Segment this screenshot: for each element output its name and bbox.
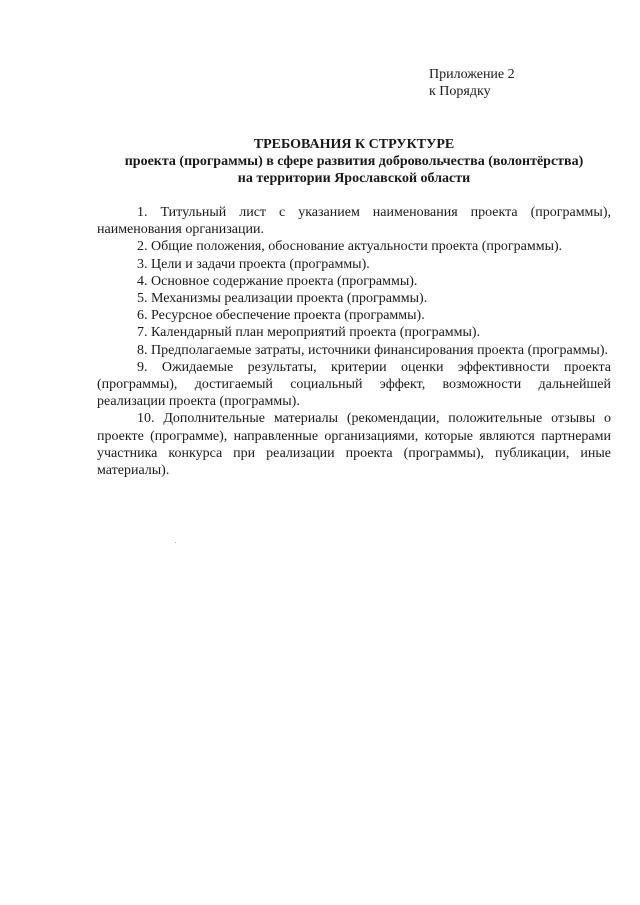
requirement-item-5: 5. Механизмы реализации проекта (программы). bbox=[137, 291, 428, 307]
annex-number: Приложение 2 bbox=[429, 67, 515, 82]
requirement-item-6: 6. Ресурсное обеспечение проекта (программы). bbox=[137, 308, 425, 324]
heading-region: на территории Ярославской области bbox=[237, 171, 471, 186]
heading-subtitle: проекта (программы) в сфере развития добровольчества (волонтёрства) bbox=[124, 154, 584, 169]
requirement-item-4: 4. Основное содержание проекта (программы). bbox=[137, 273, 418, 289]
scan-speck bbox=[175, 542, 176, 543]
requirement-item-1: 1. Титульный лист с указанием наименования проекта (программы), наименования организации. bbox=[97, 205, 611, 238]
annex-reference bbox=[429, 66, 515, 100]
requirement-item-7: 7. Календарный план мероприятий проекта (программы). bbox=[137, 325, 481, 341]
requirement-item-3: 3. Цели и задачи проекта (программы). bbox=[137, 256, 370, 272]
requirements-list bbox=[97, 204, 611, 479]
document-heading bbox=[96, 136, 612, 187]
requirement-item-8: 8. Предполагаемые затраты, источники финансирования проекта (программы). bbox=[137, 342, 608, 358]
requirement-item-9: 9. Ожидаемые результаты, критерии оценки эффективности проекта (программы), достигаемый социальный эффект, возможности дальнейшей реализации проекта (программы). bbox=[97, 359, 611, 410]
requirement-item-2: 2. Общие положения, обоснование актуальности проекта (программы). bbox=[137, 239, 563, 255]
annex-document-ref: к Порядку bbox=[429, 84, 491, 99]
requirement-item-10: 10. Дополнительные материалы (рекомендации, положительные отзывы о проекте (программе), направленные организациями, которые являются партнерами участника конкурса при реализации проекта (программы), публикации, иные материалы). bbox=[97, 411, 611, 479]
heading-title: ТРЕБОВАНИЯ К СТРУКТУРЕ bbox=[253, 137, 455, 152]
